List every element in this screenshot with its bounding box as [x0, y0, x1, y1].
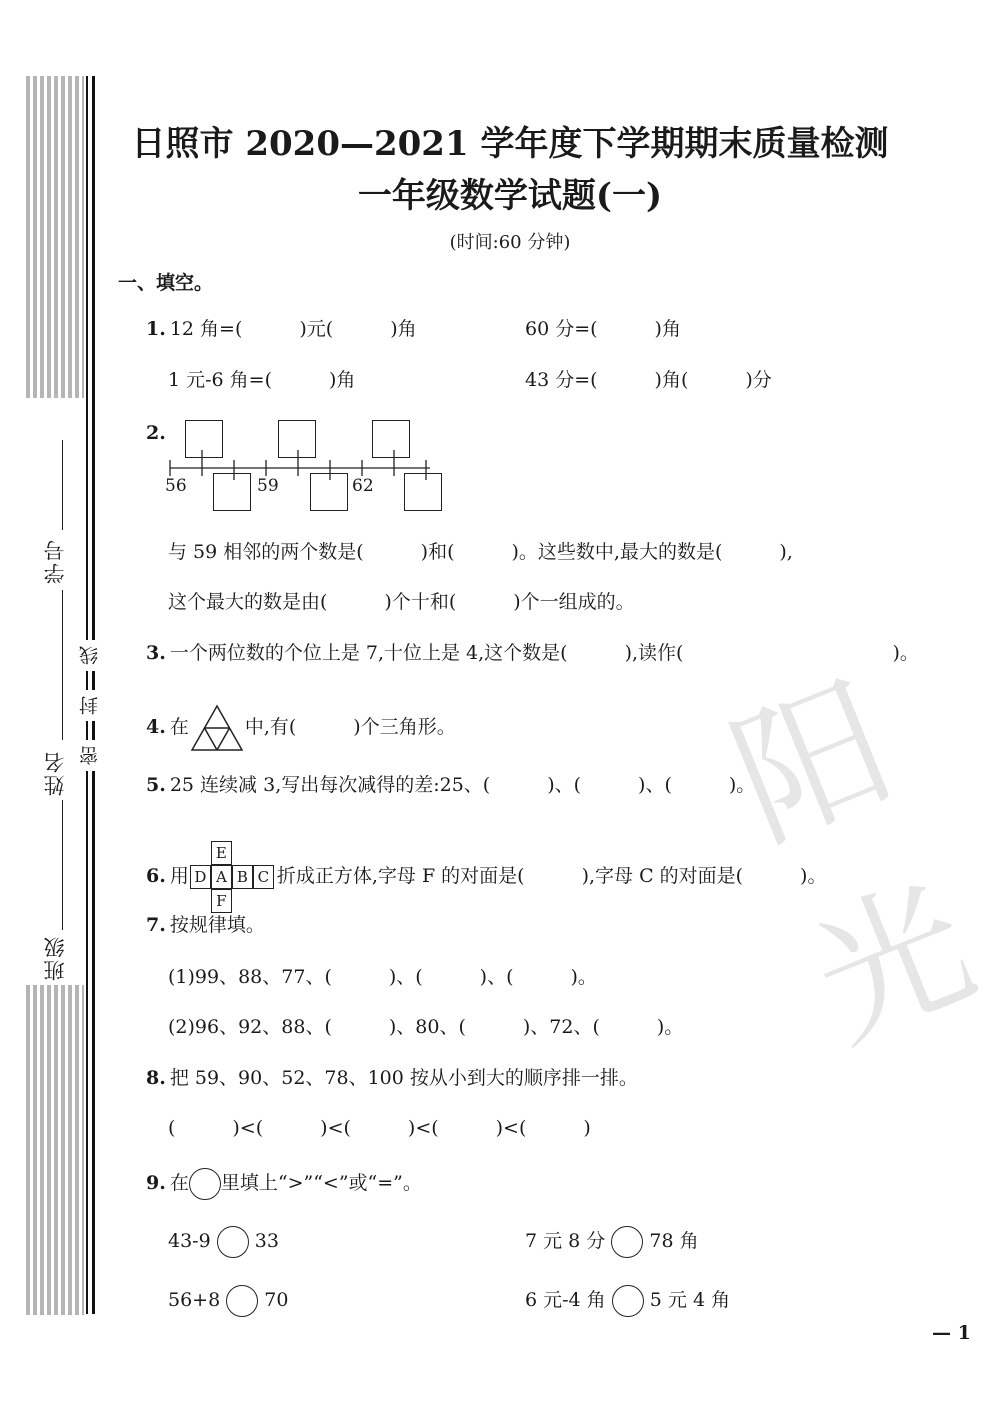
seal-char-line: 线 [76, 640, 103, 671]
q9-item-2 [525, 1226, 699, 1258]
q8-number: 8. [146, 1067, 166, 1089]
q2-num: 2. [146, 422, 166, 444]
q7-number: 7. [146, 914, 166, 936]
q5-text: 25 连续减 3,写出每次减得的差:25、( )、( )、( )。 [169, 774, 756, 796]
margin-stripes-top [26, 76, 84, 398]
q2-box-bottom-2[interactable] [310, 473, 348, 511]
q9-item-3-left: 56+8 [168, 1289, 221, 1311]
page-number: — 1 [932, 1322, 971, 1344]
q5-number: 5. [146, 774, 166, 796]
q2-line1: 与 59 相邻的两个数是( )和( )。这些数中,最大的数是( ), [168, 541, 793, 563]
q2-label-56: 56 [165, 476, 187, 496]
q7 [146, 912, 265, 938]
seal-char-secret: 密 [76, 740, 103, 771]
q1-part-d: 43 分=( )角( )分 [525, 369, 772, 391]
q9-item-1 [168, 1226, 279, 1258]
q9-item-2-circle[interactable] [611, 1226, 643, 1258]
q3-text: 一个两位数的个位上是 7,十位上是 4,这个数是( ),读作( )。 [169, 642, 919, 664]
net-face-d: D [190, 865, 211, 889]
q6-pre: 用 [169, 865, 189, 887]
q2-box-top-1[interactable] [185, 420, 223, 458]
q9-item-3-right: 70 [264, 1289, 289, 1311]
q9-item-4-circle[interactable] [612, 1285, 644, 1317]
q7-text: 按规律填。 [169, 914, 265, 936]
q7-sequence-1: (1)99、88、77、( )、( )、( )。 [168, 966, 597, 988]
q5 [146, 772, 755, 798]
compare-circle-icon [189, 1168, 221, 1200]
q9-item-3 [168, 1285, 288, 1317]
net-face-c: C [253, 865, 274, 889]
q9-number: 9. [146, 1172, 166, 1194]
q9-post: 里填上“>”“<”或“=”。 [220, 1172, 422, 1194]
q2-label-59: 59 [257, 476, 279, 496]
class-label: 班级 [43, 935, 67, 981]
triangle-figure-icon [189, 704, 245, 752]
q9 [146, 1168, 422, 1200]
section-fill-in: 一、填空。 [118, 272, 214, 294]
q2-box-bottom-1[interactable] [213, 473, 251, 511]
net-face-bottom: F [211, 889, 232, 913]
seal-char-seal: 封 [76, 690, 103, 721]
q9-item-1-right: 33 [254, 1230, 279, 1252]
q8-order: ( )<( )<( )<( )<( ) [168, 1117, 591, 1139]
q1-a-text: 12 角=( )元( )角 [169, 318, 417, 340]
q2-label-62: 62 [352, 476, 374, 496]
net-face-a: A [211, 865, 232, 889]
net-face-b: B [232, 865, 253, 889]
q1-part-c: 1 元-6 角=( )角 [168, 369, 356, 391]
q9-item-1-circle[interactable] [217, 1226, 249, 1258]
student-id-rule [62, 440, 63, 530]
q8-text: 把 59、90、52、78、100 按从小到大的顺序排一排。 [169, 1067, 638, 1089]
exam-time: (时间:60 分钟) [449, 232, 571, 253]
q9-item-4-left: 6 元-4 角 [525, 1289, 606, 1311]
q9-item-3-circle[interactable] [226, 1285, 258, 1317]
name-rule [62, 590, 63, 740]
q9-item-2-right: 78 角 [649, 1230, 699, 1252]
student-id-label: 学号 [43, 538, 67, 584]
q8 [146, 1065, 638, 1091]
q9-item-4-right: 5 元 4 角 [649, 1289, 731, 1311]
class-rule [62, 800, 63, 930]
q6-number: 6. [146, 865, 166, 887]
q2-box-bottom-3[interactable] [404, 473, 442, 511]
q4-number: 4. [146, 716, 166, 738]
q2-line2: 这个最大的数是由( )个十和( )个一组成的。 [168, 591, 635, 613]
margin-stripes-bottom [26, 985, 84, 1315]
q6 [146, 841, 826, 913]
net-face-top: E [211, 841, 232, 865]
q1-number: 1. [146, 318, 166, 340]
q1-part-b: 60 分=( )角 [525, 318, 681, 340]
q4-pre: 在 [169, 716, 189, 738]
exam-title: 日照市 2020—2021 学年度下学期期末质量检测 [131, 124, 889, 164]
q2-box-top-3[interactable] [372, 420, 410, 458]
q9-item-4 [525, 1285, 730, 1317]
exam-subtitle: 一年级数学试题(一) [357, 176, 663, 216]
q4-post: 中,有( )个三角形。 [244, 716, 456, 738]
q4 [146, 704, 456, 752]
q2-box-top-2[interactable] [278, 420, 316, 458]
q6-post: 折成正方体,字母 F 的对面是( ),字母 C 的对面是( )。 [276, 865, 827, 887]
cube-net [189, 841, 277, 913]
q7-sequence-2: (2)96、92、88、( )、80、( )、72、( )。 [168, 1016, 684, 1038]
watermark: 阳光 [710, 655, 996, 1073]
name-label: 姓名 [43, 750, 67, 796]
q3-number: 3. [146, 642, 166, 664]
q3 [146, 640, 919, 666]
q9-pre: 在 [169, 1172, 189, 1194]
q1-part-a [146, 316, 417, 342]
q9-item-1-left: 43-9 [168, 1230, 211, 1252]
q9-item-2-left: 7 元 8 分 [525, 1230, 606, 1252]
